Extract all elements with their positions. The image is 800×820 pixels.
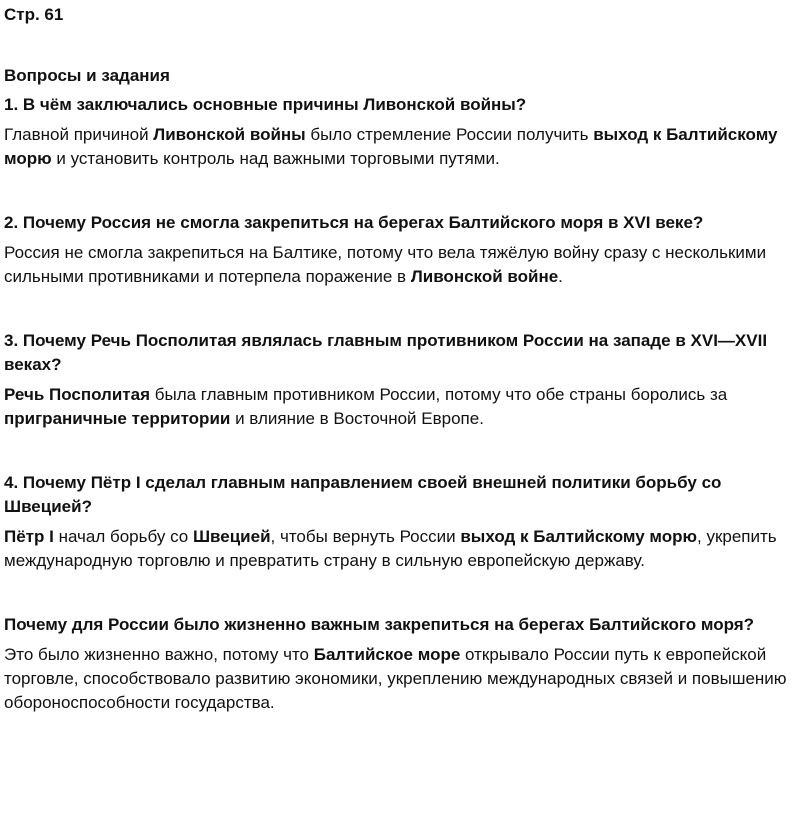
section-title: Вопросы и задания [4,66,170,85]
answer-run: была главным противником России, потому что обе страны боролись за [150,385,728,404]
qa-block [4,471,796,573]
answer-text [4,123,796,171]
qa-block [4,93,796,171]
answer-text [4,383,796,431]
answer-run: открывало России путь к европейской торговле, способствовало развитию экономики, укреплению международных связей и повышению обороноспособности государства. [4,645,787,712]
answer-run: , укрепить международную торговлю и превратить страну в сильную европейскую державу. [4,527,777,570]
answer-run: и установить контроль над важными торговыми путями. [51,149,500,168]
answer-run: , чтобы вернуть России [270,527,461,546]
answer-text [4,525,796,573]
answer-run: . [558,267,563,286]
qa-block [4,211,796,289]
question-heading: 4. Почему Пётр I сделал главным направлением своей внешней политики борьбу со Швецией? [4,473,722,516]
answer-emphasis: Ливонской войны [153,125,306,144]
answer-run: начал борьбу со [53,527,193,546]
answer-run: Россия не смогла закрепиться на Балтике, потому что вела тяжёлую войну сразу с несколькими сильными противниками и потерпела поражение в [4,243,767,286]
qa-block [4,613,796,715]
question-heading: Почему для России было жизненно важным закрепиться на берегах Балтийского моря? [4,615,755,634]
question-heading: 1. В чём заключались основные причины Ливонской войны? [4,95,527,114]
answer-emphasis: Балтийское море [313,645,461,664]
answer-emphasis: Швецией [192,527,271,546]
answer-emphasis: Ливонской войне [410,267,559,286]
answer-emphasis: выход к Балтийскому морю [4,125,778,168]
answer-emphasis: приграничные территории [4,409,231,428]
answer-emphasis: Пётр I [4,527,54,546]
qa-block [4,329,796,431]
answer-run: Главной причиной [4,125,154,144]
page-number: Стр. 61 [4,5,64,24]
answer-text [4,643,796,715]
question-heading: 2. Почему Россия не смогла закрепиться на берегах Балтийского моря в XVI веке? [4,213,704,232]
answer-run: Это было жизненно важно, потому что [4,645,314,664]
answer-emphasis: Речь Посполитая [4,385,151,404]
answer-run: было стремление России получить [305,125,594,144]
answer-text [4,241,796,289]
answer-run: и влияние в Восточной Европе. [230,409,484,428]
answer-emphasis: выход к Балтийскому морю [460,527,698,546]
question-heading: 3. Почему Речь Посполитая являлась главным противником России на западе в XVI—XVII веках? [4,331,768,374]
